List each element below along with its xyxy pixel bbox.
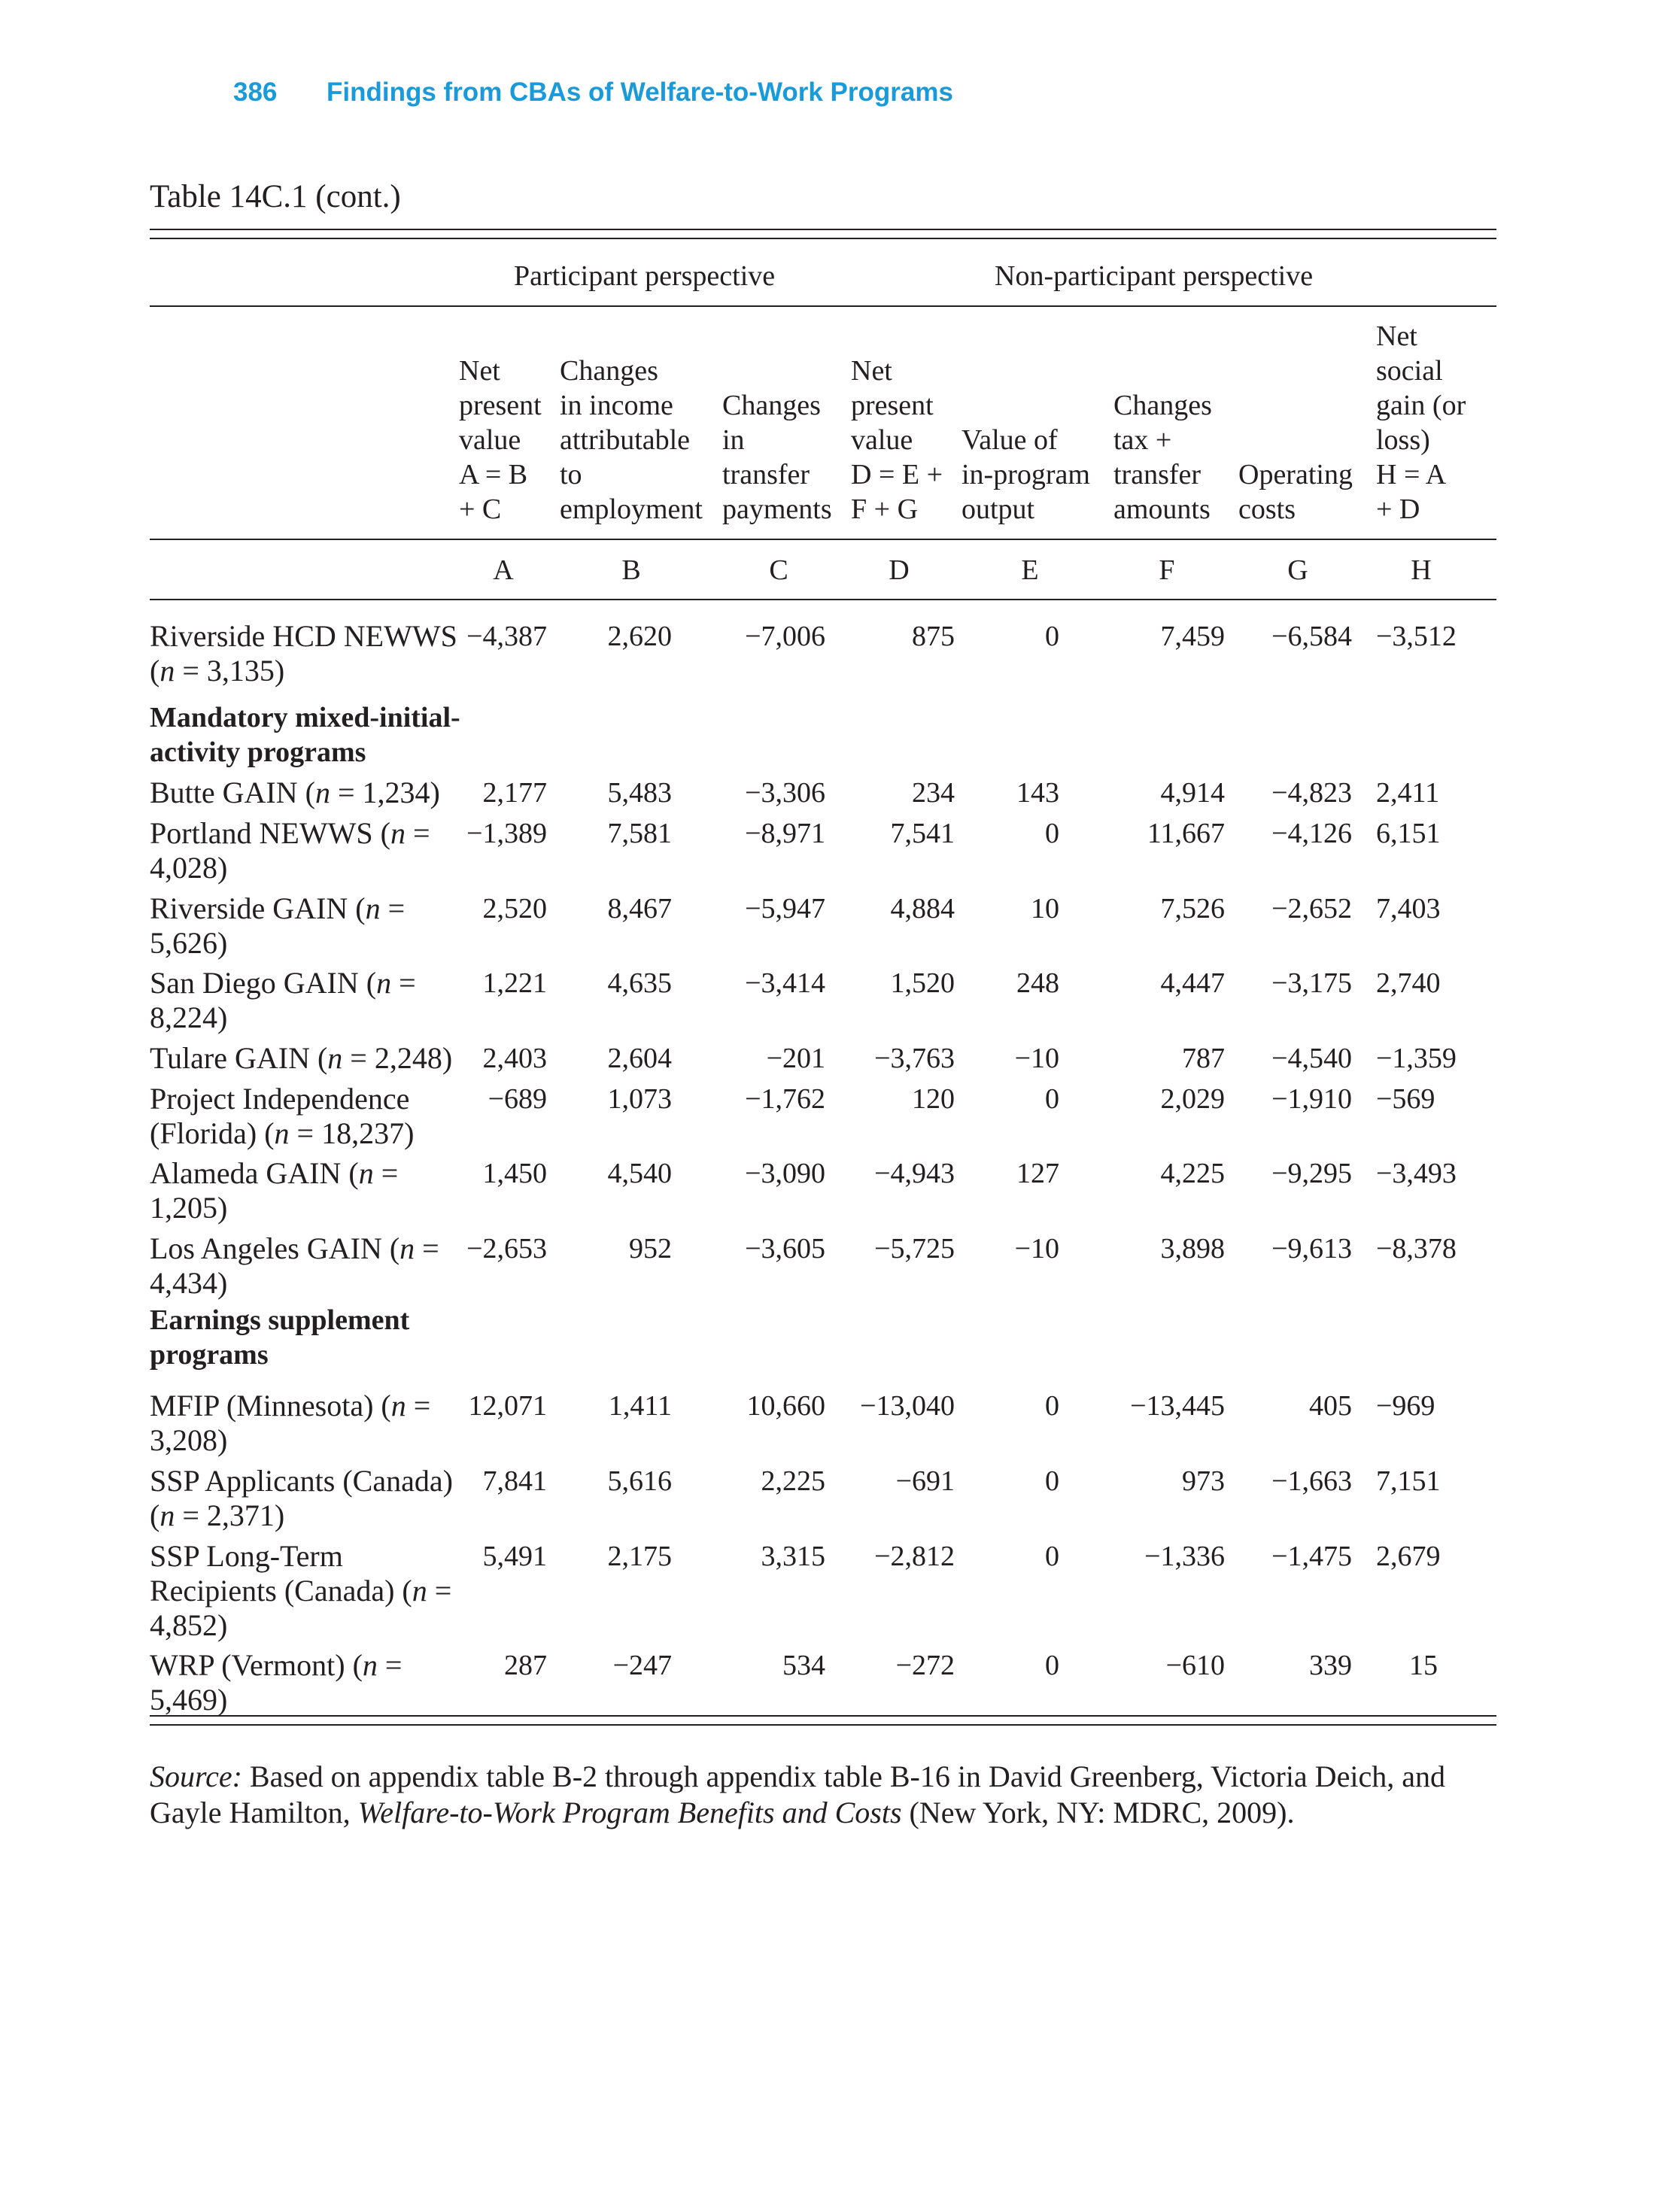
cell-e: 0 bbox=[1045, 1390, 1059, 1422]
cell-b: 1,073 bbox=[607, 1083, 672, 1115]
table-caption: Table 14C.1 (cont.) bbox=[150, 179, 401, 214]
cell-a: 1,450 bbox=[482, 1158, 547, 1189]
cell-c: 2,225 bbox=[761, 1465, 825, 1497]
cell-f: 4,447 bbox=[1160, 967, 1225, 999]
non-participant-perspective-header: Non-participant perspective bbox=[995, 260, 1314, 292]
cell-g: −1,910 bbox=[1271, 1083, 1352, 1115]
cell-f: 2,029 bbox=[1160, 1083, 1225, 1115]
cell-h: −1,359 bbox=[1376, 1043, 1457, 1074]
row-label: SSP Long-Term Recipients (Canada) (n = 4,852) bbox=[150, 1539, 452, 1642]
top-rule-2 bbox=[150, 238, 1496, 239]
bottom-rule-2 bbox=[150, 1724, 1496, 1726]
cell-d: 4,884 bbox=[890, 893, 955, 924]
col-header-c: Changes in transfer payments bbox=[722, 390, 832, 525]
cell-c: −7,006 bbox=[745, 621, 825, 652]
cell-g: −2,652 bbox=[1271, 893, 1352, 924]
cell-c: −3,090 bbox=[745, 1158, 825, 1189]
row-label: San Diego GAIN (n = 8,224) bbox=[150, 966, 416, 1034]
cell-b: 7,581 bbox=[607, 818, 672, 849]
cell-g: −4,540 bbox=[1271, 1043, 1352, 1074]
cell-d: −4,943 bbox=[874, 1158, 955, 1189]
cell-e: −10 bbox=[1014, 1233, 1059, 1265]
col-letter-b: B bbox=[621, 554, 641, 586]
cell-a: −1,389 bbox=[466, 818, 547, 849]
cell-b: 5,483 bbox=[607, 777, 672, 809]
cell-f: −610 bbox=[1165, 1650, 1225, 1681]
col-header-e: Value of in-program output bbox=[962, 424, 1090, 525]
col-header-b: Changes in income attributable to employment bbox=[560, 355, 703, 525]
cell-e: 0 bbox=[1045, 1541, 1059, 1572]
cell-g: −4,126 bbox=[1271, 818, 1352, 849]
col-letter-c: C bbox=[769, 554, 788, 586]
col-letter-g: G bbox=[1287, 554, 1308, 586]
col-letter-a: A bbox=[493, 554, 514, 586]
cell-g: −1,475 bbox=[1271, 1541, 1352, 1572]
cell-h: −569 bbox=[1376, 1083, 1435, 1115]
cell-b: −247 bbox=[612, 1650, 672, 1681]
cell-d: −5,725 bbox=[874, 1233, 955, 1265]
cell-f: −1,336 bbox=[1144, 1541, 1225, 1572]
cell-a: 1,221 bbox=[482, 967, 547, 999]
cell-f: 4,914 bbox=[1160, 777, 1225, 809]
source-note: Source: Based on appendix table B-2 through appendix table B-16 in David Greenberg, Victoria Deich, and Gayle Hamilton, Welfare-to-Work Program Benefits and Costs (New York, NY: MDRC, 2009). bbox=[150, 1759, 1445, 1829]
letter-rule bbox=[150, 599, 1496, 600]
cell-b: 2,604 bbox=[607, 1043, 672, 1074]
cell-d: 875 bbox=[912, 621, 955, 652]
cell-g: −9,295 bbox=[1271, 1158, 1352, 1189]
cell-d: 120 bbox=[912, 1083, 955, 1115]
cell-c: −5,947 bbox=[745, 893, 825, 924]
cell-g: −1,663 bbox=[1271, 1465, 1352, 1497]
cell-c: −1,762 bbox=[745, 1083, 825, 1115]
col-letter-e: E bbox=[1021, 554, 1039, 586]
cell-e: 0 bbox=[1045, 818, 1059, 849]
cell-a: 12,071 bbox=[468, 1390, 547, 1422]
cell-h: 6,151 bbox=[1376, 818, 1441, 849]
cell-f: −13,445 bbox=[1130, 1390, 1225, 1422]
cell-e: −10 bbox=[1014, 1043, 1059, 1074]
cell-a: −689 bbox=[488, 1083, 547, 1115]
running-title: Findings from CBAs of Welfare-to-Work Programs bbox=[327, 77, 953, 107]
cell-a: −4,387 bbox=[466, 621, 547, 652]
cell-f: 7,526 bbox=[1160, 893, 1225, 924]
cell-f: 3,898 bbox=[1160, 1233, 1225, 1265]
cell-e: 127 bbox=[1016, 1158, 1059, 1189]
cell-d: −691 bbox=[895, 1465, 955, 1497]
cell-f: 7,459 bbox=[1160, 621, 1225, 652]
row-label: Portland NEWWS (n = 4,028) bbox=[150, 816, 430, 885]
cell-e: 0 bbox=[1045, 1650, 1059, 1681]
cell-g: −3,175 bbox=[1271, 967, 1352, 999]
cell-c: −201 bbox=[766, 1043, 825, 1074]
cell-g: −9,613 bbox=[1271, 1233, 1352, 1265]
cell-e: 248 bbox=[1016, 967, 1059, 999]
cell-c: −3,414 bbox=[745, 967, 825, 999]
cell-b: 2,175 bbox=[607, 1541, 672, 1572]
cell-c: −3,306 bbox=[745, 777, 825, 809]
row-label: Tulare GAIN (n = 2,248) bbox=[150, 1041, 453, 1075]
cell-a: 5,491 bbox=[482, 1541, 547, 1572]
cell-b: 4,540 bbox=[607, 1158, 672, 1189]
cell-e: 0 bbox=[1045, 621, 1059, 652]
cell-a: −2,653 bbox=[466, 1233, 547, 1265]
header-rule bbox=[150, 539, 1496, 540]
col-header-d: Net present value D = E + F + G bbox=[851, 355, 943, 525]
cell-c: 10,660 bbox=[746, 1390, 825, 1422]
cell-d: 7,541 bbox=[890, 818, 955, 849]
running-head bbox=[233, 77, 953, 115]
row-label: Alameda GAIN (n = 1,205) bbox=[150, 1156, 399, 1225]
cell-h: 2,411 bbox=[1376, 777, 1440, 809]
cell-d: −272 bbox=[895, 1650, 955, 1681]
cell-c: −3,605 bbox=[745, 1233, 825, 1265]
cell-b: 1,411 bbox=[608, 1390, 672, 1422]
section-heading-earnings: Earnings supplement programs bbox=[150, 1304, 410, 1371]
row-label: Project Independence (Florida) (n = 18,237) bbox=[150, 1082, 415, 1150]
col-letter-d: D bbox=[889, 554, 910, 586]
row-label: Riverside HCD NEWWS (n = 3,135) bbox=[150, 619, 457, 688]
cell-f: 4,225 bbox=[1160, 1158, 1225, 1189]
cell-h: −8,378 bbox=[1376, 1233, 1457, 1265]
cell-d: 1,520 bbox=[890, 967, 955, 999]
cell-b: 2,620 bbox=[607, 621, 672, 652]
row-label: WRP (Vermont) (n = 5,469) bbox=[150, 1648, 403, 1717]
cell-e: 0 bbox=[1045, 1083, 1059, 1115]
col-letter-h: H bbox=[1411, 554, 1432, 586]
participant-perspective-header: Participant perspective bbox=[514, 260, 776, 292]
cell-e: 10 bbox=[1031, 893, 1059, 924]
cell-h: 7,403 bbox=[1376, 893, 1441, 924]
section-heading-mandatory: Mandatory mixed-initial-activity programs bbox=[150, 702, 460, 768]
cell-a: 2,403 bbox=[482, 1043, 547, 1074]
cell-a: 287 bbox=[504, 1650, 547, 1681]
cell-g: −6,584 bbox=[1271, 621, 1352, 652]
col-header-g: Operating costs bbox=[1238, 459, 1353, 525]
row-label: Riverside GAIN (n = 5,626) bbox=[150, 891, 406, 960]
col-header-a: Net present value A = B + C bbox=[459, 355, 542, 525]
cell-g: 339 bbox=[1309, 1650, 1352, 1681]
cell-e: 0 bbox=[1045, 1465, 1059, 1497]
page-number: 386 bbox=[233, 77, 278, 107]
top-rule-1 bbox=[150, 229, 1496, 230]
col-letter-f: F bbox=[1159, 554, 1175, 586]
cell-a: 2,177 bbox=[482, 777, 547, 809]
cell-b: 5,616 bbox=[607, 1465, 672, 1497]
cell-h: −969 bbox=[1376, 1390, 1435, 1422]
cell-h: 2,740 bbox=[1376, 967, 1441, 999]
cell-b: 4,635 bbox=[607, 967, 672, 999]
row-label: MFIP (Minnesota) (n = 3,208) bbox=[150, 1389, 431, 1457]
cell-a: 7,841 bbox=[482, 1465, 547, 1497]
cell-g: −4,823 bbox=[1271, 777, 1352, 809]
perspective-rule bbox=[150, 305, 1496, 307]
cell-c: −8,971 bbox=[745, 818, 825, 849]
cell-h: 7,151 bbox=[1376, 1465, 1441, 1497]
cell-h: −3,512 bbox=[1376, 621, 1457, 652]
cell-h: 15 bbox=[1409, 1650, 1438, 1681]
cell-d: −2,812 bbox=[874, 1541, 955, 1572]
cell-a: 2,520 bbox=[482, 893, 547, 924]
cell-c: 3,315 bbox=[761, 1541, 825, 1572]
cell-h: 2,679 bbox=[1376, 1541, 1441, 1572]
row-label: SSP Applicants (Canada) (n = 2,371) bbox=[150, 1464, 453, 1532]
cell-f: 973 bbox=[1182, 1465, 1225, 1497]
col-header-h: Net social gain (or loss) H = A + D bbox=[1376, 320, 1466, 525]
row-label: Butte GAIN (n = 1,234) bbox=[150, 776, 440, 809]
cell-d: 234 bbox=[912, 777, 955, 809]
cell-d: −3,763 bbox=[874, 1043, 955, 1074]
cell-g: 405 bbox=[1309, 1390, 1352, 1422]
cell-c: 534 bbox=[782, 1650, 825, 1681]
cell-f: 787 bbox=[1182, 1043, 1225, 1074]
col-header-f: Changes tax + transfer amounts bbox=[1113, 390, 1212, 525]
cell-f: 11,667 bbox=[1147, 818, 1225, 849]
cell-e: 143 bbox=[1016, 777, 1059, 809]
cell-d: −13,040 bbox=[860, 1390, 955, 1422]
cell-b: 952 bbox=[629, 1233, 672, 1265]
cell-b: 8,467 bbox=[607, 893, 672, 924]
row-label: Los Angeles GAIN (n = 4,434) bbox=[150, 1231, 439, 1300]
cell-h: −3,493 bbox=[1376, 1158, 1457, 1189]
